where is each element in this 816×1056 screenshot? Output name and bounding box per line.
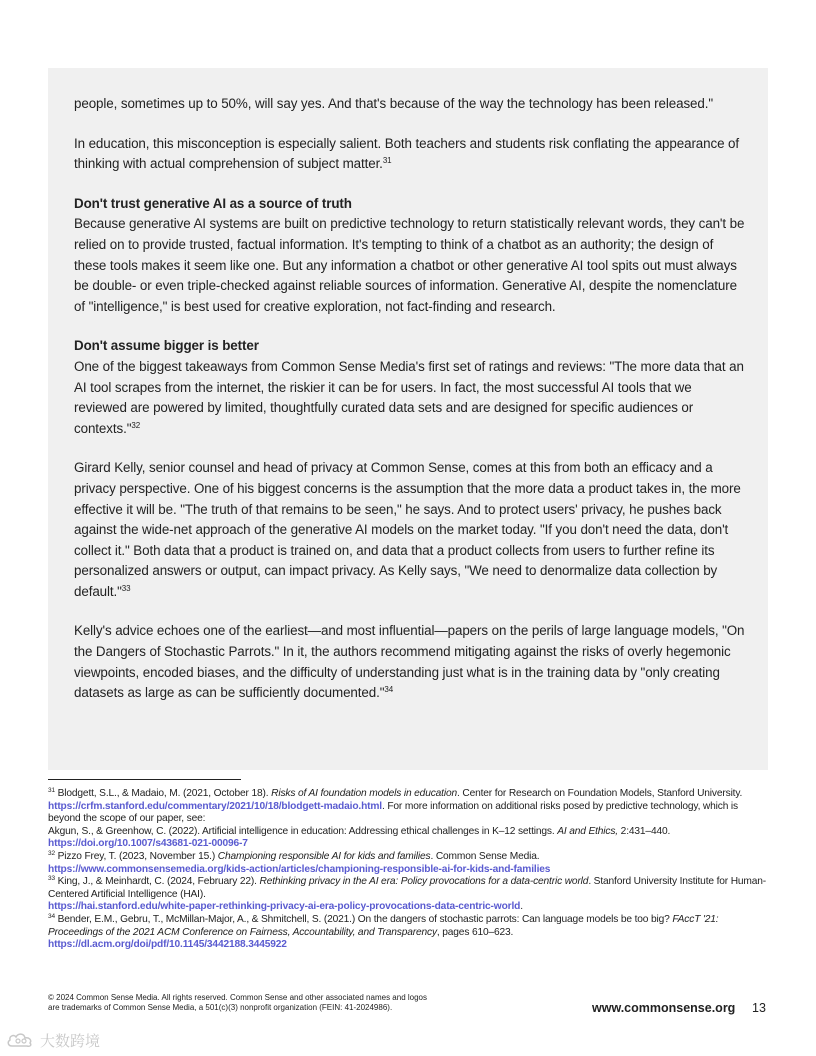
footnote-divider xyxy=(48,779,241,780)
article-body xyxy=(74,94,746,723)
footnote-34-link[interactable]: https://dl.acm.org/doi/pdf/10.1145/3442188.3445922 xyxy=(48,939,287,951)
page-number: 13 xyxy=(752,1001,766,1015)
footnote-ref-33[interactable]: 33 xyxy=(121,583,131,593)
footnote-31-doi-link[interactable]: https://doi.org/10.1007/s43681-021-00096-7 xyxy=(48,838,248,850)
footnote-32: $^{32}$ Pizzo Frey, T. (2023, November 15.) Championing responsible AI for kids and families. Common Sense Media. https://www.commonsensemedia.org/kids-action/articles/championing-responsible-ai-for-kids-and-families xyxy=(48,849,551,875)
paragraph-2: In education, this misconception is especially salient. Both teachers and students risk conflating the appearance of thinking with actual comprehension of subject matter.$^{31}$ xyxy=(74,135,740,172)
footnote-34: $^{34}$ Bender, E.M., Gebru, T., McMillan-Major, A., & Shmitchell, S. (2021.) On the dangers of stochastic parrots: Can language models be too big? FAccT '21: Proceedings of the 2021 ACM Conference on Fairness, Accountability, and Transparency, pages 610–623. https://dl.acm.org/doi/pdf/10.1145/3442188.3445922 xyxy=(48,912,719,951)
paragraph-6: Kelly's advice echoes one of the earliest—and most influential—papers on the perils of large language models, "On the Dangers of Stochastic Parrots." In it, the authors recommend mitigating against the risks of overly hegemonic viewpoints, encoded biases, and the difficulty of understanding just what is in the training data by "only creating datasets as large as can be sufficiently documented."$^{34}$ xyxy=(74,623,745,701)
watermark xyxy=(6,1030,100,1050)
footnote-ref-34[interactable]: 34 xyxy=(384,685,394,695)
footnote-32-link[interactable]: https://www.commonsensemedia.org/kids-action/articles/championing-responsible-ai-for-kids-and-families xyxy=(48,863,551,875)
paragraph-1: people, sometimes up to 50%, will say yes. And that's because of the way the technology has been released." xyxy=(74,96,714,111)
paragraph-3: Because generative AI systems are built on predictive technology to return statistically relevant words, they can't be relied on to provide trusted, factual information. It's tempting to think of a chatbot as an authority; the design of these tools makes it seem like one. But any information a chatbot or other generative AI tool spits out must always be double- or even triple-checked against reliable sources of information. Generative AI, despite the nomenclature of "intelligence," is best used for creative exploration, not fact-finding and research. xyxy=(74,216,745,314)
paragraph-5: Girard Kelly, senior counsel and head of privacy at Common Sense, comes at this from both an efficacy and a privacy perspective. One of his biggest concerns is the assumption that the more data a product takes in, the more effective it will be. "The truth of that remains to be seen," he says. And to protect users' privacy, he pushes back against the wide-net approach of the generative AI models on the market today. "If you don't need the data, don't collect it." Both data that a product is trained on, and data that a product collects from users to further refine its personalized answers or output, can impact privacy. As Kelly says, "We need to denormalize data collection by default."$^{33}$ xyxy=(74,460,741,599)
footnote-33-link[interactable]: https://hai.stanford.edu/white-paper-rethinking-privacy-ai-era-policy-provocations-data-centric-world xyxy=(48,901,521,913)
heading-source-of-truth: Don't trust generative AI as a source of truth xyxy=(74,195,352,211)
footnote-ref-31[interactable]: 31 xyxy=(382,156,392,166)
footnotes xyxy=(48,788,770,952)
watermark-text: 大数跨境 xyxy=(40,1032,101,1050)
website-link[interactable]: www.commonsense.org xyxy=(592,1001,736,1015)
footnote-31: $^{31}$ Blodgett, S.L., & Madaio, M. (2021, October 18). Risks of AI foundation models in education. Center for Research on Foundation Models, Stanford University. https://crfm.stanford.edu/commentary/2021/10/18/blodgett-madaio.html. For more information on additional risks posed by predictive technology, which is beyond the scope of our paper, see: xyxy=(48,787,743,825)
footnote-ref-32[interactable]: 32 xyxy=(131,420,141,430)
heading-bigger-is-better: Don't assume bigger is better xyxy=(74,338,259,354)
copyright-notice: © 2024 Common Sense Media. All rights reserved. Common Sense and other associated names and logos are trademarks of Common Sense Media, a 501(c)(3) nonprofit organization (FEIN: 41-2024986). xyxy=(48,993,427,1012)
paragraph-4: One of the biggest takeaways from Common Sense Media's first set of ratings and reviews: "The more data that an AI tool scrapes from the internet, the riskier it can be for users. In fact, the most successful AI tools that we reviewed are powered by limited, thoughtfully curated data sets and are designed for specific audiences or contexts."$^{32}$ xyxy=(74,358,744,436)
footnote-33: $^{33}$ King, J., & Meinhardt, C. (2024, February 22). Rethinking privacy in the AI era: Policy provocations for a data-centric world. Stanford University Institute for Human-Centered Artificial Intelligence (HAI). https://hai.stanford.edu/white-paper-rethinking-privacy-ai-era-policy-provocations-data-centric-world. xyxy=(48,875,767,913)
footnote-31-continued: Akgun, S., & Greenhow, C. (2022). Artificial intelligence in education: Addressing ethical challenges in K–12 settings. AI and Ethics, 2:431–440. https://doi.org/10.1007/s43681-021-00096-7 xyxy=(48,825,671,850)
cloud-logo-icon xyxy=(6,1031,36,1049)
footnote-31-link[interactable]: https://crfm.stanford.edu/commentary/2021/10/18/blodgett-madaio.html xyxy=(48,800,382,812)
